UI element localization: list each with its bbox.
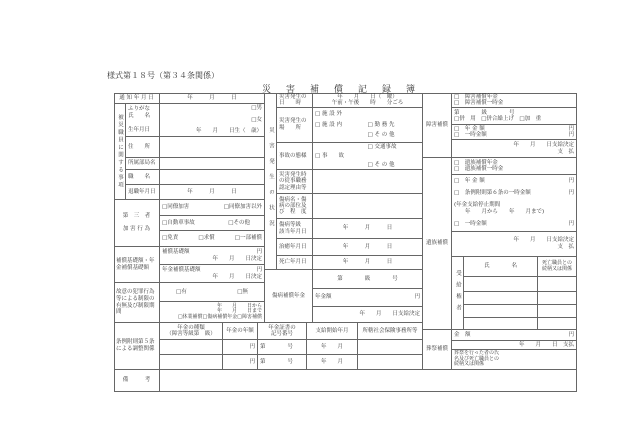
employee-section-label: 被災職員に関する事項 xyxy=(114,104,126,200)
injury-field[interactable] xyxy=(313,194,423,219)
mode-label: 事故の態様 xyxy=(277,143,313,170)
adjust-header-start: 支給開始年月 xyxy=(307,323,358,340)
decision-date: 年 月 日決定 xyxy=(212,255,262,262)
recipient-name-cell[interactable] xyxy=(464,292,538,305)
adjust-row1-type[interactable] xyxy=(160,340,223,355)
injury-pension-decision[interactable]: 年 月 日支給決定 xyxy=(313,307,423,323)
adjust-row1-annual[interactable]: 円 xyxy=(223,340,258,355)
position-field[interactable] xyxy=(160,170,265,185)
disability-label: 障害補償 xyxy=(423,93,452,158)
claim-checkbox[interactable]: □求償 xyxy=(198,235,215,242)
car-accident-checkbox[interactable]: □自動車事故 xyxy=(162,219,195,226)
third-party-label: 第 三 者 加 害 行 為 xyxy=(114,200,160,247)
duty-label: 災害発生時 の従事職務 認定理由等 xyxy=(277,170,313,194)
recipient-label: 受給権者 xyxy=(452,257,464,330)
adjust-row2-type[interactable] xyxy=(160,355,223,370)
notify-date-label: 通 知 年 月 日 xyxy=(114,93,160,104)
disability-amount-field[interactable] xyxy=(452,125,577,140)
department-field[interactable] xyxy=(160,158,265,170)
yen-unit: 円 xyxy=(568,331,574,338)
suspension-period: (年金支給停止期間 年 月から 年 月まで) xyxy=(454,202,545,215)
funeral-person-field[interactable]: 葬祭を行った者の氏 名及び死亡職員との 続柄又は関係 xyxy=(452,350,577,370)
annual-checkbox[interactable]: □ 年 金 額 xyxy=(454,178,485,185)
disability-grade-field[interactable] xyxy=(452,108,577,125)
funeral-label: 葬祭補償 xyxy=(423,330,452,370)
recipient-name-header: 氏 名 xyxy=(464,257,538,277)
death-date-label: 死亡年月日 xyxy=(277,256,313,270)
remarks-label: 備 考 xyxy=(114,370,160,392)
recipient-name-cell[interactable] xyxy=(464,305,538,318)
female-checkbox[interactable]: □女 xyxy=(251,116,262,123)
death-date-field[interactable]: 年 月 日 xyxy=(313,256,423,270)
adjustment-label: 条例附則第５条 による調整関係 xyxy=(114,323,160,370)
yen-unit: 円 xyxy=(414,294,420,301)
position-label: 職 名 xyxy=(126,170,160,185)
form-number: 様式第１８号（第３４条関係） xyxy=(107,71,219,80)
amount-text: 金 額 xyxy=(454,331,471,338)
restriction-period-field[interactable]: 年 月 日から 年 月 日まで □休業補償□傷病補償年金□障害補償 xyxy=(160,302,265,323)
survivor-amount-field[interactable] xyxy=(452,175,577,232)
recipient-name-cell[interactable] xyxy=(464,318,538,330)
remarks-field[interactable] xyxy=(160,370,577,392)
annual-checkbox[interactable]: □ 年 金 額 xyxy=(454,125,485,132)
crime-restriction-label: 故意の犯罪行為 等による制限の 有無及び制限期 間 xyxy=(114,283,160,323)
grade-date-field[interactable]: 年 月 日 xyxy=(313,219,423,239)
decision-date: 年 月 日決定 xyxy=(212,273,262,280)
non-coworker-checkbox[interactable]: □同僚加害以外 xyxy=(223,204,262,211)
disability-type-checkboxes[interactable]: □ 障害補償年金 □ 障害補償一時金 xyxy=(452,93,577,108)
adjust-row2-certificate[interactable]: 第 号 xyxy=(258,355,307,370)
traffic-checkbox[interactable]: □ 交通事故 xyxy=(367,144,397,151)
place-label: 災害発生の 場 所 xyxy=(277,108,313,143)
yen-unit: 円 xyxy=(256,249,262,256)
funeral-date-field[interactable]: 年 月 日 支払 xyxy=(452,341,577,350)
grade-options[interactable]: □併 用 □併合繰上げ □加 重 xyxy=(454,116,542,122)
datetime-field[interactable]: 年 月 日（ 曜） 午前・午後 時 分ごろ xyxy=(313,93,423,108)
no-checkbox[interactable]: □無 xyxy=(237,288,248,295)
pay-text: 支 払 xyxy=(557,244,574,250)
coworker-checkbox[interactable]: □同僚加害 xyxy=(162,204,190,211)
mode-other-checkbox[interactable]: □ そ の 他 xyxy=(367,161,395,168)
adjust-row1-certificate[interactable]: 第 号 xyxy=(258,340,307,355)
department-label: 所属部局名 xyxy=(126,158,160,170)
survivor-decision-field[interactable] xyxy=(452,232,577,257)
decision-text: 年 月 日支給決定 xyxy=(513,237,574,244)
birth-date: 年 月 日生（ 歳） xyxy=(195,128,262,135)
grade-text: 第 級 号 xyxy=(454,109,515,116)
address-label: 住 所 xyxy=(126,137,160,158)
lump-checkbox[interactable]: □ 一時金額 xyxy=(454,220,487,227)
cure-date-field[interactable]: 年 月 日 xyxy=(313,239,423,256)
datetime-label: 災害発生の 日 時 xyxy=(277,93,313,108)
injury-label: 傷病名・傷 病の部位及 び 程 度 xyxy=(277,194,313,219)
base-amount-field[interactable] xyxy=(160,247,265,265)
yen-unit: 円 xyxy=(568,220,574,227)
adjust-row2-office[interactable] xyxy=(358,355,423,370)
decision-text: 年 月 日支給決定 xyxy=(513,142,574,149)
injury-pension-label: 傷病補償年金 xyxy=(265,270,313,323)
partial-checkbox[interactable]: □一部補償 xyxy=(234,235,262,242)
workplace-checkbox[interactable]: □ 勤 務 先 xyxy=(367,121,395,128)
address-field[interactable] xyxy=(160,137,265,158)
pension-base-field[interactable] xyxy=(160,265,265,283)
yen-unit: 円 xyxy=(256,267,262,274)
yen-unit: 円 xyxy=(568,178,574,185)
amount-text: 年金額 xyxy=(315,294,332,301)
base-amount-label: 補償基礎額・年 金補償基礎額 xyxy=(114,247,160,283)
adjust-row2-start[interactable]: 年 月 xyxy=(307,355,358,370)
injury-pension-grade[interactable]: 第 級 号 xyxy=(313,270,423,289)
grade-date-label: 傷病等級 該当年月日 xyxy=(277,219,313,239)
cure-date-label: 治癒年月日 xyxy=(277,239,313,256)
disability-decision-field[interactable] xyxy=(452,140,577,158)
recipient-relation-cell[interactable] xyxy=(538,318,577,330)
adjust-header-certificate: 年金証書の 記号番号 xyxy=(258,323,307,340)
adjust-header-annual: 年金の年額 xyxy=(223,323,258,340)
lump-checkbox[interactable]: □ 一時金額 xyxy=(454,132,487,138)
notify-date-field[interactable]: 年 月 日 xyxy=(160,93,265,104)
adjust-row2-annual[interactable]: 円 xyxy=(223,355,258,370)
recipient-name-cell[interactable] xyxy=(464,277,538,292)
base-amount-text: 補償基礎額 xyxy=(162,249,190,256)
recipient-relation-cell[interactable] xyxy=(538,292,577,305)
male-checkbox[interactable]: □男 xyxy=(251,105,262,111)
adjust-header-office: 所轄社会保険事務所等 xyxy=(358,323,423,340)
recipient-relation-cell[interactable] xyxy=(538,277,577,292)
survivor-type-checkboxes[interactable]: □ 遺族補償年金 □ 遺族補償一時金 xyxy=(452,158,577,175)
special-lump-checkbox[interactable]: □ 条例附則第６条の一時金額 xyxy=(454,190,531,197)
name-label: ふりがな 氏 名 生年月日 xyxy=(126,104,160,137)
adjust-row1-office[interactable] xyxy=(358,340,423,355)
recipient-relation-cell[interactable] xyxy=(538,305,577,318)
retire-label: 退職年月日 xyxy=(126,185,160,200)
inside-checkbox[interactable]: □ 施 設 内 xyxy=(315,121,342,128)
yes-checkbox[interactable]: □有 xyxy=(176,288,187,295)
recipient-relation-header: 死亡職員との 続柄又は関係 xyxy=(538,257,577,277)
page-title: 災 害 補 償 記 録 簿 xyxy=(262,85,419,95)
survivor-label: 遺族補償 xyxy=(423,158,452,330)
incident-section-label: 災害発生の状況 xyxy=(265,93,277,270)
place-other-checkbox[interactable]: □ そ の 他 xyxy=(367,132,395,139)
accident-checkbox[interactable]: □ 事 故 xyxy=(315,152,344,159)
name-birth-field[interactable] xyxy=(160,104,265,137)
outside-checkbox[interactable]: □ 施 設 外 xyxy=(315,110,342,117)
funeral-amount-field[interactable] xyxy=(452,330,577,341)
pay-text: 支 払 xyxy=(557,148,574,155)
adjust-row1-start[interactable]: 年 月 xyxy=(307,340,358,355)
retire-field[interactable]: 年 月 日 xyxy=(160,185,265,200)
adjust-header-type: 年金の種類 （障害等級第 級） xyxy=(160,323,223,340)
exempt-checkbox[interactable]: □免責 xyxy=(162,235,179,242)
yen-unit: 円 xyxy=(568,190,574,197)
yen-unit: 円 xyxy=(568,132,574,138)
yen-unit: 円 xyxy=(568,125,574,132)
pension-base-text: 年金補償基礎額 xyxy=(162,267,201,274)
injury-pension-amount[interactable] xyxy=(313,289,423,307)
duty-field[interactable] xyxy=(313,170,423,194)
other-checkbox[interactable]: □その他 xyxy=(228,219,250,226)
